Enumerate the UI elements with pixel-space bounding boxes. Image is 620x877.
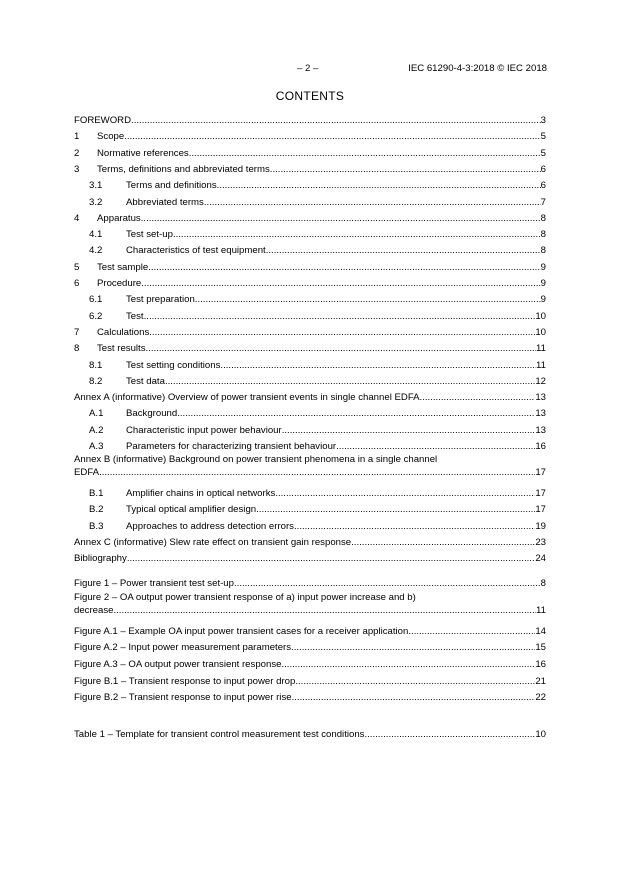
standard-reference: IEC 61290-4-3:2018 © IEC 2018 [408, 63, 547, 74]
page-ref: 12 [535, 375, 546, 387]
page-ref: 5 [540, 131, 546, 143]
page-ref: 11 [536, 343, 546, 355]
section-number: 8.1 [89, 359, 103, 371]
toc-entry[interactable] [74, 112, 546, 126]
toc-entry-text: Typical optical amplifier design [126, 504, 257, 516]
dot-leader [281, 659, 535, 670]
toc-entry-text-cont: EDFA [74, 467, 100, 479]
toc-entry-text: Bibliography [74, 553, 127, 565]
section-number: 6.2 [89, 310, 103, 322]
page-ref: 14 [535, 625, 546, 637]
page-ref: 16 [535, 441, 546, 452]
toc-entry[interactable] [74, 128, 546, 142]
dot-leader [124, 131, 540, 142]
table-entry[interactable] [74, 726, 546, 740]
toc-entry-text: Annex A (informative) Overview of power transient events in single channel EDFA [74, 392, 420, 404]
page-ref: 10 [535, 310, 546, 322]
page-ref: 8 [540, 229, 546, 241]
page-ref: 13 [535, 408, 546, 420]
dot-leader [173, 229, 541, 240]
dot-leader [204, 197, 541, 208]
page-ref: 16 [535, 659, 546, 670]
toc-entry-text: FOREWORD [74, 115, 132, 126]
section-number: 1 [74, 131, 80, 143]
section-number: 8 [74, 343, 80, 355]
toc-entry[interactable] [74, 405, 546, 419]
dot-leader [351, 537, 535, 548]
dot-leader [113, 605, 536, 616]
page-ref: 17 [535, 504, 546, 516]
toc-entry-text: Terms, definitions and abbreviated terms [97, 163, 270, 175]
figure-entry-text: Figure A.2 – Input power measurement parameters [74, 642, 292, 654]
toc-entry[interactable] [74, 242, 546, 256]
dot-leader [275, 488, 535, 499]
section-number: 6.1 [89, 294, 103, 306]
dot-leader [220, 360, 536, 371]
page-ref: 8 [540, 578, 546, 589]
toc-entry[interactable] [74, 275, 546, 289]
dot-leader [408, 626, 535, 637]
page-ref: 13 [535, 424, 546, 436]
figure-entry-text: Figure B.1 – Transient response to input power drop [74, 675, 296, 687]
figure-entry[interactable] [74, 623, 546, 637]
table-entry-text: Table 1 – Template for transient control measurement test conditions [74, 729, 365, 740]
section-number: 8.2 [89, 375, 103, 387]
dot-leader [266, 245, 541, 256]
figure-entry[interactable] [74, 656, 546, 670]
figure-entry-text: Figure A.1 – Example OA input power transient cases for a receiver application [74, 625, 409, 637]
section-number: A.1 [89, 408, 104, 420]
toc-entry-text: Test setting conditions [126, 359, 221, 371]
page-ref: 9 [540, 261, 546, 273]
dot-leader [141, 213, 541, 224]
toc-entry[interactable] [74, 259, 546, 273]
page-ref: 9 [540, 294, 546, 306]
section-number: A.2 [89, 424, 104, 436]
page-title: CONTENTS [275, 89, 345, 103]
dot-leader [256, 504, 535, 515]
section-number: B.2 [89, 504, 104, 516]
section-number: 3.1 [89, 180, 103, 192]
toc-entry[interactable] [74, 550, 546, 564]
page-number: – 2 – [297, 63, 319, 74]
dot-leader [148, 262, 540, 273]
page-ref: 8 [540, 212, 546, 224]
dot-leader [294, 521, 535, 532]
dot-leader [217, 180, 541, 191]
section-number: B.3 [89, 520, 104, 532]
section-number: 4.2 [89, 245, 103, 257]
dot-leader [291, 642, 535, 653]
page-ref: 19 [535, 520, 546, 532]
section-number: 4.1 [89, 229, 103, 241]
toc-entry[interactable] [74, 308, 546, 322]
toc-entry[interactable] [74, 422, 546, 436]
page-ref: 7 [540, 196, 546, 208]
page-ref: 10 [535, 729, 546, 740]
figure-entry-continuation [74, 605, 546, 616]
figure-entry-text: Figure 1 – Power transient test set-up [74, 578, 234, 589]
toc-entry-text: Normative references [97, 147, 189, 159]
toc-entry[interactable] [74, 324, 546, 338]
section-number: 3 [74, 163, 80, 175]
section-number: 4 [74, 212, 80, 224]
page-ref: 5 [540, 147, 546, 159]
dot-leader [292, 692, 536, 703]
toc-entry[interactable] [74, 145, 546, 159]
page-ref: 13 [535, 392, 546, 404]
dot-leader [336, 441, 535, 452]
toc-entry[interactable] [74, 518, 546, 532]
section-number: 2 [74, 147, 80, 159]
page-ref: 17 [535, 467, 546, 479]
page-ref: 6 [540, 163, 546, 175]
dot-leader [149, 327, 535, 338]
toc-entry-text: Approaches to address detection errors [126, 520, 294, 532]
dot-leader [131, 115, 541, 126]
toc-entry-text: Parameters for characterizing transient behaviour [126, 441, 337, 452]
dot-leader [165, 376, 535, 387]
dot-leader [127, 553, 536, 564]
page-ref: 23 [535, 536, 546, 548]
figure-entry[interactable] [74, 639, 546, 653]
dot-leader [141, 278, 540, 289]
section-number: 6 [74, 278, 80, 289]
toc-entry-text: Test [126, 310, 144, 322]
toc-entry[interactable] [74, 340, 546, 354]
figure-entry[interactable] [74, 575, 546, 589]
dot-leader [146, 343, 537, 354]
page-ref: 3 [540, 115, 546, 126]
toc-entry[interactable] [74, 210, 546, 224]
toc-entry-text: Annex C (informative) Slew rate effect on transient gain response [74, 536, 352, 548]
toc-entry-text: Test preparation [126, 294, 195, 306]
figure-entry-text: Figure B.2 – Transient response to input power rise [74, 692, 292, 704]
toc-entry-text: Test set-up [126, 229, 173, 241]
figure-entry-text-cont: decrease [74, 604, 114, 616]
page-ref: 11 [536, 604, 546, 616]
page-ref: 8 [540, 245, 546, 257]
toc-entry-text: Characteristics of test equipment [126, 245, 266, 257]
toc-entry[interactable] [74, 291, 546, 305]
dot-leader [420, 392, 536, 403]
toc-entry[interactable] [74, 177, 546, 191]
toc-entry-continuation [74, 467, 546, 478]
toc-entry[interactable] [74, 389, 546, 403]
section-number: 7 [74, 326, 80, 338]
toc-entry[interactable] [74, 373, 546, 387]
toc-entry-text: Calculations [97, 326, 150, 338]
dot-leader [144, 311, 536, 322]
page-ref: 15 [535, 642, 546, 654]
section-number: 3.2 [89, 196, 103, 208]
figure-entry[interactable] [74, 592, 546, 619]
toc-entry-text: Amplifier chains in optical networks [126, 487, 276, 499]
toc-entry-text: Test data [126, 375, 165, 387]
dot-leader [177, 408, 535, 419]
toc-entry-text: Terms and definitions [126, 180, 217, 192]
dot-leader [295, 676, 535, 687]
page-ref: 17 [535, 487, 546, 499]
section-number: B.1 [89, 487, 104, 499]
dot-leader [234, 578, 541, 589]
figure-entry[interactable] [74, 689, 546, 703]
dot-leader [270, 164, 541, 175]
toc-entry-text: Apparatus [97, 212, 141, 224]
figure-entry-text: Figure A.3 – OA output power transient response [74, 659, 282, 670]
dot-leader [99, 467, 535, 478]
figure-entry[interactable] [74, 673, 546, 687]
page-ref: 22 [535, 692, 546, 704]
page-ref: 24 [535, 553, 546, 565]
toc-entry[interactable] [74, 357, 546, 371]
toc-entry[interactable] [74, 438, 546, 452]
dot-leader [195, 294, 541, 305]
toc-entry-text: Test results [97, 343, 146, 355]
dot-leader [282, 425, 536, 436]
toc-entry-text: Test sample [97, 261, 149, 273]
toc-entry[interactable] [74, 454, 546, 481]
toc-entry-text: Scope [97, 131, 125, 143]
toc-entry-text: Characteristic input power behaviour [126, 424, 282, 436]
toc-entry[interactable] [74, 161, 546, 175]
page-ref: 11 [536, 359, 546, 371]
section-number: 5 [74, 261, 80, 273]
dot-leader [189, 148, 541, 159]
toc-entry[interactable] [74, 485, 546, 499]
toc-entry-text: Annex B (informative) Background on power transient phenomena in a single channel [74, 454, 438, 466]
toc-entry-text: Abbreviated terms [126, 196, 204, 208]
page-ref: 10 [535, 326, 546, 338]
toc-entry[interactable] [74, 534, 546, 548]
toc-entry[interactable] [74, 501, 546, 515]
toc-entry[interactable] [74, 194, 546, 208]
toc-entry-text: Procedure [97, 278, 142, 289]
page-ref: 6 [540, 180, 546, 192]
toc-entry-text: Background [126, 408, 178, 420]
toc-entry[interactable] [74, 226, 546, 240]
page-ref: 21 [535, 675, 546, 687]
section-number: A.3 [89, 441, 104, 452]
dot-leader [364, 729, 535, 740]
figure-entry-text: Figure 2 – OA output power transient response of a) input power increase and b) [74, 591, 416, 603]
page-ref: 9 [540, 278, 546, 289]
